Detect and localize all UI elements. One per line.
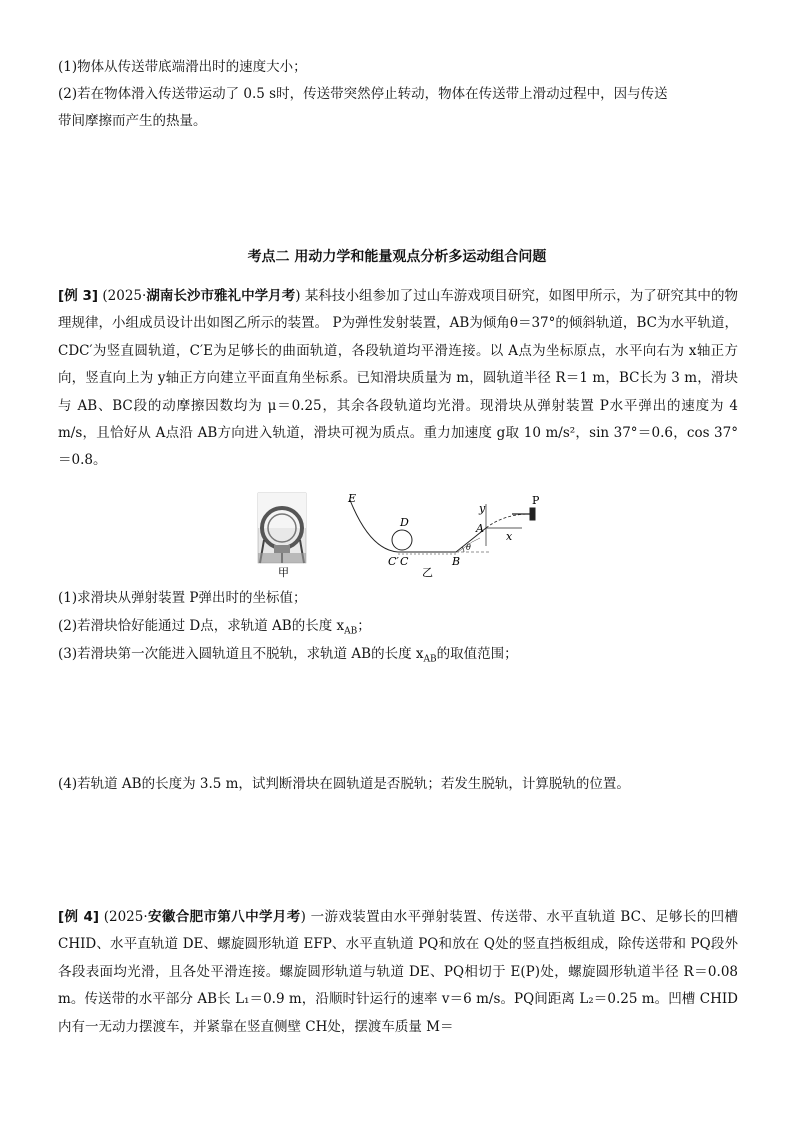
label-y: y	[479, 502, 486, 515]
label-A: A	[476, 522, 484, 535]
prev-question-part1: (1)物体从传送带底端滑出时的速度大小；	[58, 59, 307, 75]
label-E: E	[348, 492, 357, 505]
label-x: x	[506, 530, 513, 543]
example-4-tag: [例 4]	[58, 909, 100, 925]
label-D: D	[400, 516, 409, 529]
label-jia: 甲	[278, 566, 289, 579]
prev-question-part2: (2)若在物体滑入传送带运动了 0.5 s时，传送带突然停止转动，物体在传送带上滑动过程中，因与传送	[58, 86, 668, 102]
example-4	[58, 904, 738, 1041]
track-diagram	[350, 500, 535, 554]
label-B: B	[452, 555, 461, 568]
example-3-q2: (2)若滑块恰好能通过 D点，求轨道 AB的长度 $x_{AB}$；	[58, 618, 371, 637]
label-P: P	[532, 494, 540, 507]
example-3	[58, 283, 738, 475]
section-heading: 考点二 用动力学和能量观点分析多运动组合问题	[247, 249, 547, 265]
label-C-prime: C′	[388, 555, 399, 568]
roller-coaster-photo	[258, 493, 306, 563]
example-4-source: (2025·安徽合肥市第八中学月考)	[103, 909, 306, 925]
example-3-q4: (4)若轨道 AB的长度为 3.5 m，试判断滑块在圆轨道是否脱轨；若发生脱轨，计算脱轨的位置。	[58, 776, 630, 792]
example-3-figure	[250, 490, 550, 580]
example-4-text: 一游戏装置由水平弹射装置、传送带、水平直轨道 BC、足够长的凹槽 CHID、水平直轨道 DE、螺旋圆形轨道 EFP、水平直轨道 PQ和放在 Q处的竖直挡板组成，除传送带和 PQ段外各段表面均光滑，且各处平滑连接。螺旋圆形轨道与轨道 DE、PQ相切于 E(P)处，螺旋圆形轨道半径 R＝0.08 m。传送带的水平部分 AB长 L₁＝0.9 m，沿顺时针运行的速率 v＝6 m/s。PQ间距离 L₂＝0.25 m。凹槽 CHID内有一无动力摆渡车，并紧靠在竖直侧壁 CH处，摆渡车质量 M＝	[58, 909, 739, 1035]
prev-question-part2-cont: 带间摩擦而产生的热量。	[58, 113, 207, 129]
example-3-q1: (1)求滑块从弹射装置 P弹出时的坐标值；	[58, 590, 307, 606]
label-theta: θ	[466, 543, 471, 552]
example-3-tag: [例 3]	[58, 288, 99, 304]
example-3-q3: (3)若滑块第一次能进入圆轨道且不脱轨，求轨道 AB的长度 $x_{AB}$的取值范围；	[58, 646, 518, 665]
example-3-source: (2025·湖南长沙市雅礼中学月考)	[102, 288, 301, 304]
label-C: C	[400, 555, 409, 568]
example-3-text: 某科技小组参加了过山车游戏项目研究，如图甲所示，为了研究其中的物理规律，小组成员设计出如图乙所示的装置。 P为弹性发射装置，AB为倾角θ＝37°的倾斜轨道，BC为水平轨道，CDC′为竖直圆轨道，C′E为足够长的曲面轨道，各段轨道均平滑连接。以 A点为坐标原点，水平向右为 x轴正方向，竖直向上为 y轴正方向建立平面直角坐标系。已知滑块质量为 m，圆轨道半径 R＝1 m，BC长为 3 m，滑块与 AB、BC段的动摩擦因数均为 μ＝0.25，其余各段轨道均光滑。现滑块从弹射装置 P水平弹出的速度为 4 m/s，且恰好从 A点沿 AB方向进入轨道，滑块可视为质点。重力加速度 g取 10 m/s²，sin 37°＝0.6，cos 37°＝0.8。	[58, 288, 738, 469]
label-yi: 乙	[422, 566, 433, 579]
